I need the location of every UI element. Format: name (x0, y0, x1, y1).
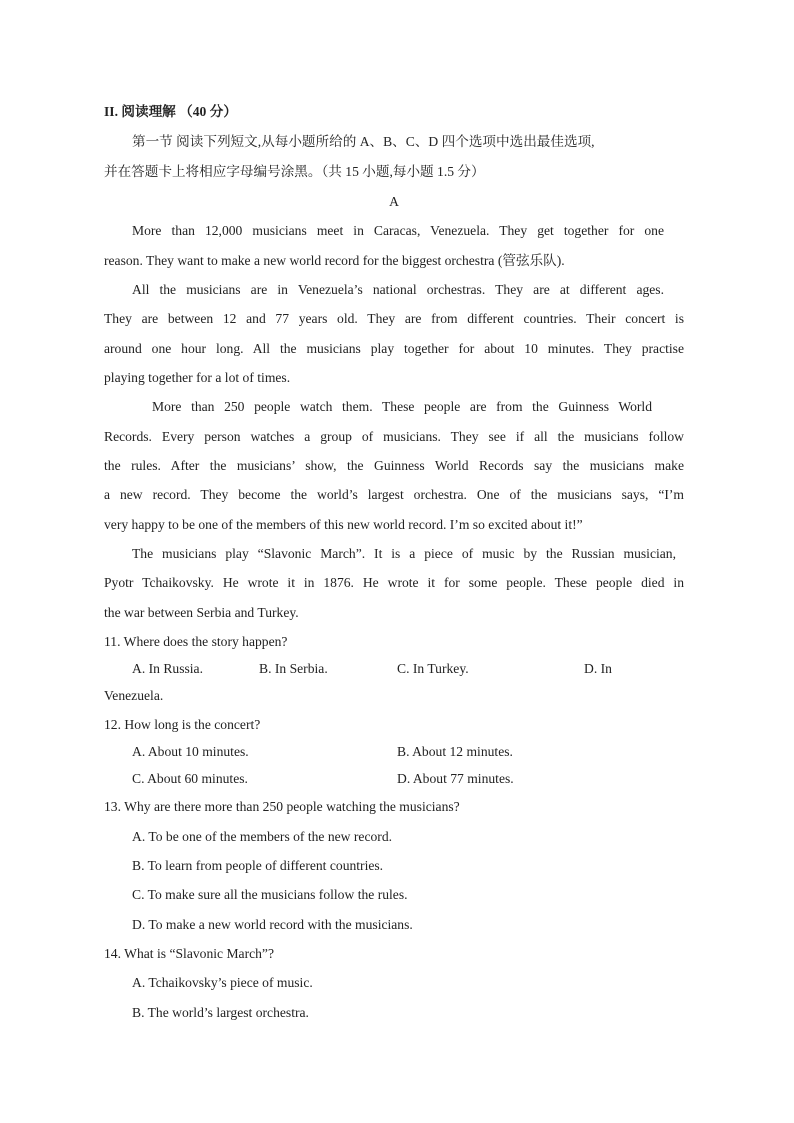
passage-line: the war between Serbia and Turkey. (104, 605, 299, 620)
option-d: D. To make a new world record with the musicians. (132, 917, 413, 932)
passage-label: A (389, 194, 399, 209)
question-stem: 11. Where does the story happen? (104, 634, 288, 649)
instruction-line-2: 并在答题卡上将相应字母编号涂黑。（共 15 小题,每小题 1.5 分） (104, 164, 485, 179)
option-d-wrap: Venezuela. (104, 688, 164, 703)
passage-line: a new record. They become the world’s largest orchestra. One of the musicians says, “I’m (104, 487, 684, 502)
passage-line: the rules. After the musicians’ show, the Guinness World Records say the musicians make (104, 458, 684, 473)
option-c: C. To make sure all the musicians follow the rules. (132, 887, 408, 902)
option-c: C. In Turkey. (397, 661, 469, 676)
question-stem: 14. What is “Slavonic March”? (104, 946, 274, 961)
question-stem: 12. How long is the concert? (104, 717, 261, 732)
option-b: B. The world’s largest orchestra. (132, 1005, 309, 1020)
passage-line: around one hour long. All the musicians play together for about 10 minutes. They practise (104, 341, 684, 356)
question-stem: 13. Why are there more than 250 people watching the musicians? (104, 799, 460, 814)
option-c: C. About 60 minutes. (132, 771, 248, 786)
passage-line: They are between 12 and 77 years old. They are from different countries. Their concert is (104, 311, 684, 326)
option-a: A. About 10 minutes. (132, 744, 249, 759)
passage-line: More than 250 people watch them. These people are from the Guinness World (152, 399, 652, 414)
passage-line: Records. Every person watches a group of musicians. They see if all the musicians follow (104, 429, 684, 444)
option-b: B. To learn from people of different countries. (132, 858, 384, 873)
option-d: D. In (584, 661, 612, 676)
option-a: A. To be one of the members of the new record. (132, 829, 393, 844)
option-b: B. About 12 minutes. (397, 744, 513, 759)
option-d: D. About 77 minutes. (397, 771, 514, 786)
section-heading: II. 阅读理解 （40 分） (104, 104, 237, 119)
passage-line: More than 12,000 musicians meet in Caracas, Venezuela. They get together for one (132, 223, 664, 238)
passage-line: playing together for a lot of times. (104, 370, 291, 385)
option-a: A. Tchaikovsky’s piece of music. (132, 975, 313, 990)
passage-line: Pyotr Tchaikovsky. He wrote it in 1876. He wrote it for some people. These people died in (104, 575, 684, 590)
instruction-line-1: 第一节 阅读下列短文,从每小题所给的 A、B、C、D 四个选项中选出最佳选项, (132, 134, 595, 149)
passage-line: All the musicians are in Venezuela’s national orchestras. They are at different ages. (132, 282, 664, 297)
passage-line: The musicians play “Slavonic March”. It is a piece of music by the Russian musician, (132, 546, 676, 561)
option-b: B. In Serbia. (259, 661, 328, 676)
passage-line: reason. They want to make a new world record for the biggest orchestra (管弦乐队). (104, 253, 565, 268)
option-a: A. In Russia. (132, 661, 203, 676)
passage-line: very happy to be one of the members of this new world record. I’m so excited about it!” (104, 517, 583, 532)
